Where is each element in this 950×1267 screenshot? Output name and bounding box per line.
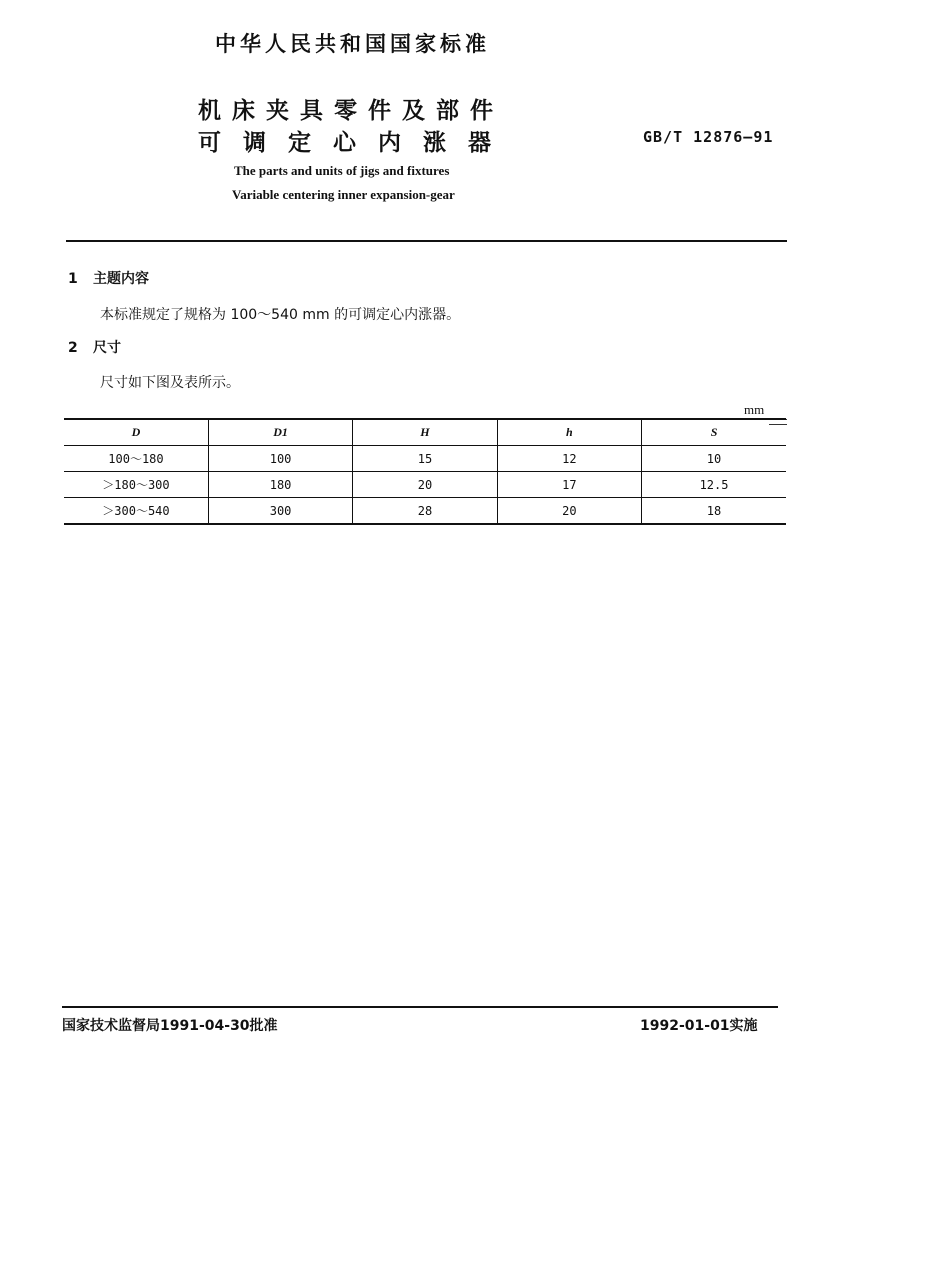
section1-text: 本标准规定了规格为 100～540 mm 的可调定心内涨器。 <box>100 307 461 323</box>
title-cn-line2: 可调定心内涨器 <box>198 130 513 156</box>
table-cell: 100～180 <box>108 452 164 466</box>
table-cell: 300 <box>208 498 352 525</box>
table-cell: 20 <box>353 472 497 498</box>
table-cell: 20 <box>497 498 641 525</box>
footer-divider <box>62 1006 778 1008</box>
col-header-h: h <box>497 419 641 446</box>
table-row <box>64 498 786 525</box>
col-header-D1: D1 <box>208 419 352 446</box>
title-cn-line1: 机床夹具零件及部件 <box>198 98 504 124</box>
table-row <box>64 446 786 472</box>
section2-title: 尺寸 <box>93 340 121 356</box>
table-cell: 12.5 <box>642 472 786 498</box>
section2-text: 尺寸如下图及表所示。 <box>100 375 240 391</box>
section1-number: 1 <box>68 271 78 287</box>
section1-heading <box>68 268 149 288</box>
document-header: 中华人民共和国国家标准 <box>215 32 490 56</box>
table-cell: ＞300～540 <box>102 504 170 518</box>
table-cell: 180 <box>208 472 352 498</box>
section2-number: 2 <box>68 340 78 356</box>
col-header-S: S <box>642 419 786 446</box>
table-cell: 17 <box>497 472 641 498</box>
top-divider <box>66 240 787 242</box>
title-en-line2: Variable centering inner expansion-gear <box>232 187 455 202</box>
col-header-D: D <box>131 425 141 439</box>
table-row <box>64 472 786 498</box>
section1-title: 主题内容 <box>93 271 149 287</box>
table-cell: 18 <box>642 498 786 525</box>
col-header-H: H <box>353 419 497 446</box>
table-cell: 28 <box>353 498 497 525</box>
dimension-table <box>64 418 786 525</box>
effective-date: 1992-01-01实施 <box>640 1018 758 1034</box>
table-unit: mm <box>744 402 765 417</box>
section2-heading <box>68 337 121 357</box>
table-cell: 100 <box>208 446 352 472</box>
title-en-line1: The parts and units of jigs and fixtures <box>234 163 450 178</box>
table-cell: 15 <box>353 446 497 472</box>
standard-number: GB/T 12876—91 <box>643 128 774 146</box>
table-cell: 10 <box>642 446 786 472</box>
approval-date: 国家技术监督局1991-04-30批准 <box>62 1018 278 1034</box>
table-header-row <box>64 419 786 446</box>
table-cell: 12 <box>497 446 641 472</box>
table-cell: ＞180～300 <box>102 478 170 492</box>
